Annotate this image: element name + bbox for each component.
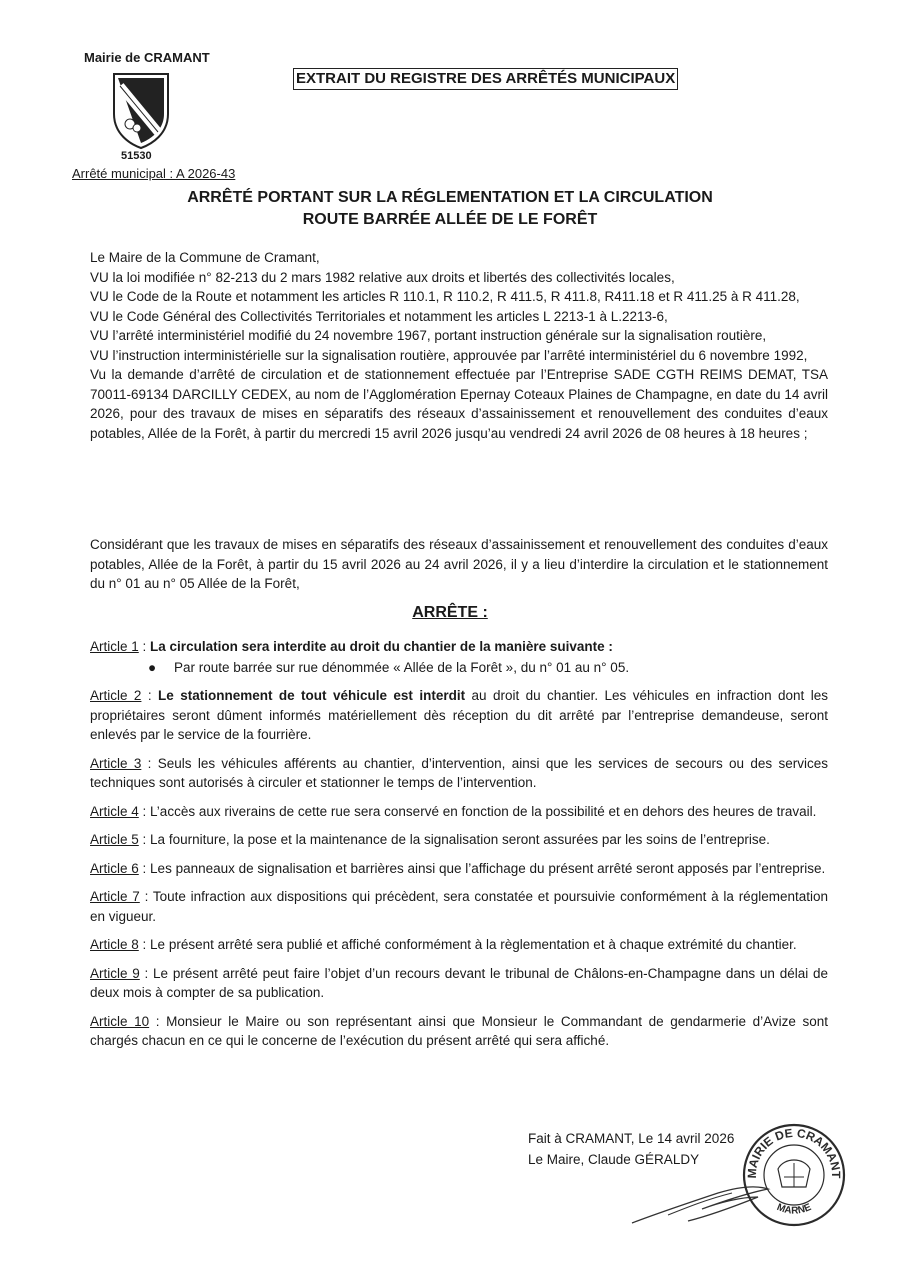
article-label: Article 3 [90, 755, 142, 771]
visa-line: Vu la demande d’arrêté de circulation et de stationnement effectuée par l’Entreprise SADE CGTH REIMS DEMAT, TSA 70011-69134 DARCILLY CEDEX, au nom de l’Agglomération Epernay Coteaux Plaines de Champagne, en date du 14 avril 2026, pour des travaux de mises en séparatifs des réseaux d’assainissement et renouvellement des conduites d’eaux potables, Allée de la Forêt, à partir du mercredi 15 avril 2026 jusqu’au vendredi 24 avril 2026 de 08 heures à 18 heures ; [90, 367, 828, 441]
title-line-2: ROUTE BARRÉE ALLÉE DE LE FORÊT [302, 211, 598, 228]
article-6: Article 6 : Les panneaux de signalisation et barrières ainsi que l’affichage du présent arrêté seront apposés par l’entreprise. [90, 860, 826, 876]
title-line-1: ARRÊTÉ PORTANT SUR LA RÉGLEMENTATION ET LA CIRCULATION [187, 189, 713, 206]
articles-section [90, 637, 828, 1060]
extrait-title: EXTRAIT DU REGISTRE DES ARRÊTÉS MUNICIPAUX [293, 68, 678, 90]
visa-line: VU la loi modifiée n° 82-213 du 2 mars 1982 relative aux droits et libertés des collectivités locales, [90, 269, 675, 285]
considerant-text: Considérant que les travaux de mises en séparatifs des réseaux d’assainissement et renouvellement des conduites d’eaux potables, Allée de la Forêt, à partir du 15 avril 2026 au 24 avril 2026, il y a lieu d’interdire la circulation et le stationnement du n° 01 au n° 05 Allée de la Forêt, [90, 537, 828, 591]
bullet-text: Par route barrée sur rue dénommée « Allée de la Forêt », du n° 01 au n° 05. [174, 659, 630, 675]
coat-of-arms-icon [110, 70, 172, 150]
article-label: Article 9 [90, 965, 140, 981]
visa-line: VU l’arrêté interministériel modifié du 24 novembre 1967, portant instruction générale sur la signalisation routière, [90, 328, 767, 343]
article-9: Article 9 : Le présent arrêté peut faire l’objet d’un recours devant le tribunal de Châlons-en-Champagne dans un délai de deux mois à compter de sa publication. [90, 965, 828, 1000]
visa-line: Le Maire de la Commune de Cramant, [90, 250, 320, 265]
article-bold-text: Le stationnement de tout véhicule est interdit [158, 688, 466, 703]
article-label: Article 10 [90, 1013, 150, 1029]
article-8: Article 8 : Le présent arrêté sera publié et affiché conformément à la règlementation et à chaque extrémité du chantier. [90, 937, 797, 952]
stamp-bottom-text: MARNE [775, 1201, 813, 1217]
article-label: Article 8 [90, 937, 139, 952]
article-1: Article 1 : La circulation sera interdite au droit du chantier de la manière suivante : ● Par route barrée sur rue dénommée « Allée de la Forêt », du n° 01 au n° 05. [90, 637, 828, 677]
visa-line: VU le Code Général des Collectivités Territoriales et notamment les articles L 2213-1 à L.2213-6, [90, 308, 668, 324]
article-5: Article 5 : La fourniture, la pose et la maintenance de la signalisation seront assurées par les soins de l’entreprise. [90, 832, 770, 847]
postcode: 51530 [121, 150, 152, 162]
place-date: Fait à CRAMANT, Le 14 avril 2026 [528, 1131, 735, 1146]
visas-section [90, 248, 828, 443]
article-7: Article 7 : Toute infraction aux dispositions qui précèdent, sera constatée et poursuivie conformément à la réglementation en vigueur. [90, 889, 828, 924]
bullet-icon: ● [148, 659, 157, 675]
article-4: Article 4 : L’accès aux riverains de cette rue sera conservé en fonction de la possibilité et en dehors des heures de travail. [90, 803, 817, 819]
article-label: Article 2 [90, 688, 142, 703]
article-10: Article 10 : Monsieur le Maire ou son représentant ainsi que Monsieur le Commandant de gendarmerie d’Avize sont chargés chacun en ce qui le concerne de l’exécution du présent arrêté qui sera affiché. [90, 1013, 828, 1048]
article-label: Article 1 [90, 639, 139, 654]
signatory: Le Maire, Claude GÉRALDY [528, 1152, 700, 1167]
list-item [90, 658, 828, 678]
main-title [90, 187, 810, 231]
visa-line: VU l’instruction interministérielle sur la signalisation routière, approuvée par l’arrêté interministériel du 6 novembre 1992, [90, 347, 808, 363]
mairie-name: Mairie de CRAMANT [84, 50, 210, 65]
arrete-heading: ARRÊTE : [412, 604, 488, 621]
official-stamp-icon [740, 1117, 848, 1229]
article-label: Article 6 [90, 860, 139, 876]
article-label: Article 4 [90, 803, 139, 819]
article-bold-text: La circulation sera interdite au droit du chantier de la manière suivante : [150, 639, 613, 654]
considerant-section [90, 535, 828, 594]
visa-line: VU le Code de la Route et notamment les articles R 110.1, R 110.2, R 411.5, R 411.8, R411.18 et R 411.25 à R 411.28, [90, 289, 800, 304]
stamp-top-text: MAIRIE DE CRAMANT [744, 1125, 844, 1179]
article-label: Article 7 [90, 889, 140, 904]
svg-text:MARNE [775, 1202, 813, 1217]
article-2: Article 2 : Le stationnement de tout véhicule est interdit au droit du chantier. Les véhicules en infraction dont les propriétaires seront dûment informés matériellement dès réception du dit arrêté par l’entreprise demandeuse, seront enlevés par le service de la fourrière. [90, 688, 828, 742]
arrete-number: Arrêté municipal : A 2026-43 [72, 166, 236, 181]
article-label: Article 5 [90, 832, 139, 847]
article-3: Article 3 : Seuls les véhicules afférents au chantier, d’intervention, ainsi que les services de secours ou des services techniques sont autorisés à circuler et stationner le temps de l’intervention. [90, 755, 828, 790]
